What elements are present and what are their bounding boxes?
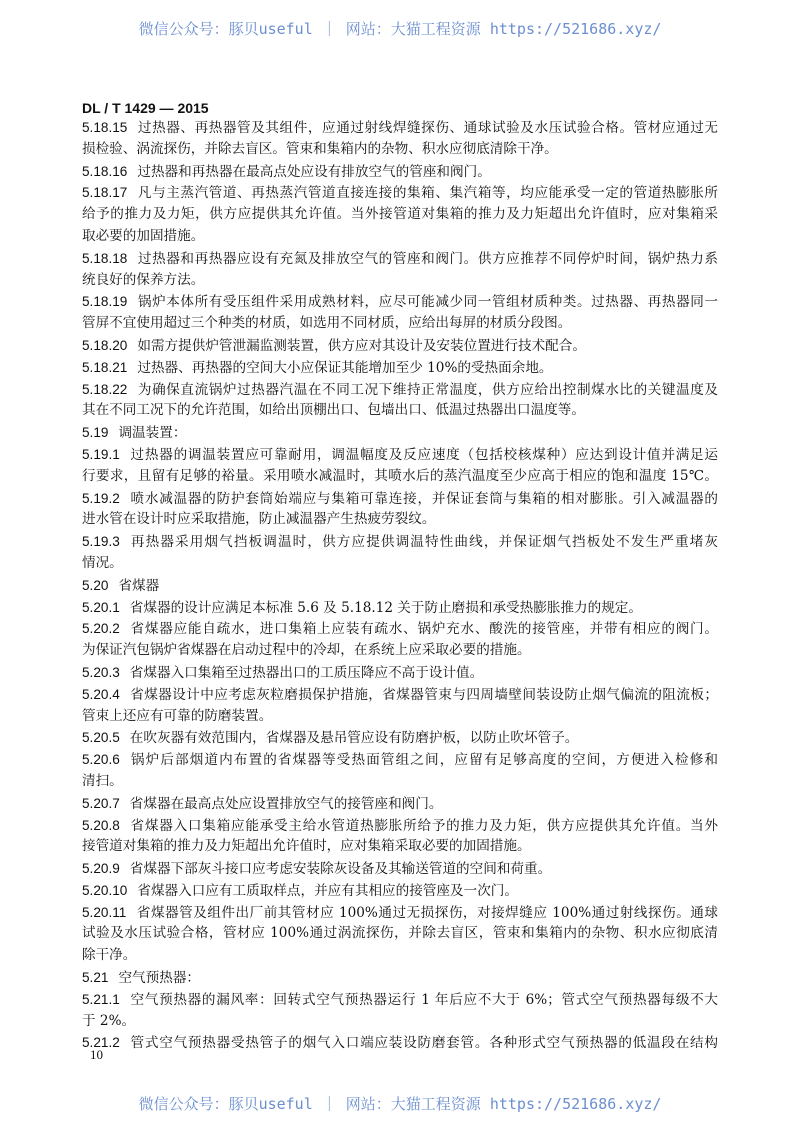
clause-number: 5.20.5	[82, 730, 120, 746]
clause-text: 于 2%。	[82, 1012, 136, 1029]
clause-continuation-line	[82, 1011, 718, 1033]
watermark-bottom: 微信公众号：豚贝useful ｜ 网站：大猫工程资源 https://521686.xyz/	[138, 1095, 662, 1113]
clause-line	[82, 662, 718, 684]
clause-text: 省煤器入口集箱至过热器出口的工质压降应不高于设计值。	[129, 664, 484, 681]
clause-line	[82, 749, 718, 771]
clause-continuation-line	[82, 553, 718, 575]
clause-continuation-line	[82, 270, 718, 292]
clause-text: 进水管在设计时应采取措施，防止减温器产生热疲劳裂纹。	[82, 511, 436, 528]
clause-text: 取必要的加固措施。	[82, 227, 205, 244]
watermark-top: 微信公众号：豚贝useful ｜ 网站：大猫工程资源 https://521686.xyz/	[138, 20, 662, 38]
clause-number: 5.20.7	[82, 795, 120, 811]
clause-text: 损检验、涡流探伤，并除去盲区。管束和集箱内的杂物、积水应彻底清除干净。	[82, 140, 558, 157]
clause-text: 统良好的保养方法。	[82, 271, 205, 288]
clause-number: 5.18.15	[82, 120, 128, 135]
clause-text: 其在不同工况下的允许范围，如给出顶棚出口、包墙出口、低温过热器出口温度等。	[82, 402, 585, 419]
clause-number: 5.20.3	[82, 664, 120, 680]
clause-text: 省煤器下部灰斗接口应考虑安装除灰设备及其输送管道的空间和荷重。	[129, 861, 552, 878]
clause-line	[82, 291, 718, 313]
clause-text: 省煤器入口集箱应能承受主给水管道热膨胀所给予的推力及力矩，供方应提供其允许值。当外	[129, 817, 718, 834]
document-body	[82, 117, 718, 1054]
clause-text: 清扫。	[82, 772, 123, 789]
clause-line	[82, 422, 718, 444]
clause-text: 省煤器	[118, 577, 160, 594]
clause-number: 5.20.4	[82, 686, 120, 702]
clause-text: 接管道对集箱的推力及力矩超出允许值时，应对集箱采取必要的加固措施。	[82, 838, 531, 855]
clause-text: 省煤器设计中应考虑灰粒磨损保护措施，省煤器管束与四周墙壁间装设防止烟气偏流的阻流板；	[129, 686, 718, 703]
clause-continuation-line	[82, 706, 718, 728]
clause-number: 5.20.8	[82, 817, 120, 833]
clause-line	[82, 858, 718, 880]
clause-number: 5.18.20	[82, 337, 128, 353]
clause-text: 锅炉后部烟道内布置的省煤器等受热面管组之间，应留有足够高度的空间，方便进入检修和	[129, 752, 718, 769]
clause-number: 5.20.9	[82, 861, 120, 877]
clause-text: 凡与主蒸汽管道、再热蒸汽管道直接连接的集箱、集汽箱等，均应能承受一定的管道热膨胀所	[137, 185, 718, 202]
clause-line	[82, 815, 718, 837]
clause-text: 空气预热器的漏风率：回转式空气预热器运行 1 年后应不大于 6%；管式空气预热器每级不大	[129, 991, 718, 1008]
clause-text: 省煤器在最高点处应设置排放空气的接管座和阀门。	[129, 795, 443, 812]
clause-number: 5.20.1	[82, 599, 120, 615]
clause-continuation-line	[82, 400, 718, 422]
clause-text: 过热器和再热器应设有充氮及排放空气的管座和阀门。供方应推荐不同停炉时间，锅炉热力系	[137, 250, 718, 267]
clause-continuation-line	[82, 139, 718, 161]
clause-text: 调温装置：	[118, 425, 187, 442]
clause-text: 为确保直流锅炉过热器汽温在不同工况下维持正常温度，供方应给出控制煤水比的关键温度及	[137, 381, 718, 398]
clause-text: 管束上还应有可靠的防磨装置。	[82, 707, 273, 724]
clause-continuation-line	[82, 923, 718, 945]
clause-line	[82, 793, 718, 815]
clause-text: 行要求，且留有足够的裕量。采用喷水减温时，其喷水后的蒸汽温度至少应高于相应的饱和温度 15℃。	[82, 467, 718, 484]
clause-number: 5.20.11	[82, 904, 127, 920]
clause-line	[82, 182, 718, 204]
clause-continuation-line	[82, 836, 718, 858]
clause-number: 5.21	[82, 970, 109, 986]
clause-continuation-line	[82, 204, 718, 226]
clause-text: 过热器和再热器在最高点处应设有排放空气的管座和阀门。	[137, 163, 491, 180]
clause-number: 5.20.6	[82, 752, 120, 768]
clause-line	[82, 379, 718, 401]
clause-text: 空气预热器：	[118, 970, 201, 987]
clause-continuation-line	[82, 226, 718, 248]
clause-text: 喷水减温器的防护套筒始端应与集箱可靠连接，并保证套筒与集箱的相对膨胀。引入减温器的	[129, 490, 718, 507]
clause-number: 5.18.22	[82, 381, 128, 397]
clause-line	[82, 618, 718, 640]
clause-line	[82, 444, 718, 466]
clause-text: 锅炉本体所有受压组件采用成熟材料，应尽可能减少同一管组材质种类。过热器、再热器同一	[137, 294, 718, 311]
clause-text: 过热器、再热器管及其组件，应通过射线焊缝探伤、通球试验及水压试验合格。管材应通过无	[137, 120, 718, 136]
clause-number: 5.19.1	[82, 446, 120, 462]
clause-line	[82, 117, 718, 139]
clause-number: 5.20.10	[82, 882, 128, 898]
clause-number: 5.18.19	[82, 294, 128, 310]
clause-number: 5.19.2	[82, 490, 120, 506]
page-number: 10	[90, 1047, 103, 1062]
clause-continuation-line	[82, 945, 718, 967]
clause-line	[82, 967, 718, 989]
clause-line	[82, 161, 718, 183]
clause-continuation-line	[82, 466, 718, 488]
clause-text: 省煤器应能自疏水，进口集箱上应装有疏水、锅炉充水、酸洗的接管座，并带有相应的阀门。	[129, 621, 718, 638]
clause-line	[82, 989, 718, 1011]
clause-number: 5.20.2	[82, 621, 120, 637]
clause-text: 除干净。	[82, 947, 137, 964]
clause-line	[82, 880, 718, 902]
clause-line	[82, 357, 718, 379]
clause-text: 管式空气预热器受热管子的烟气入口端应装设防磨套管。各种形式空气预热器的低温段在结构	[129, 1035, 718, 1052]
clause-line	[82, 727, 718, 749]
clause-text: 如需方提供炉管泄漏监测装置，供方应对其设计及安装位置进行技术配合。	[137, 337, 586, 354]
standard-number-header: DL / T 1429 — 2015	[82, 100, 209, 116]
clause-text: 省煤器入口应有工质取样点，并应有其相应的接管座及一次门。	[137, 882, 518, 899]
clause-continuation-line	[82, 313, 718, 335]
clause-continuation-line	[82, 640, 718, 662]
clause-text: 为保证汽包锅炉省煤器在启动过程中的冷却，在系统上应采取必要的措施。	[82, 642, 531, 659]
clause-text: 情况。	[82, 554, 123, 571]
clause-line	[82, 684, 718, 706]
clause-number: 5.21.1	[82, 991, 120, 1007]
clause-text: 试验及水压试验合格，管材应 100%通过涡流探伤，并除去盲区，管束和集箱内的杂物、积水应彻底清	[82, 925, 718, 942]
clause-line	[82, 335, 718, 357]
clause-number: 5.19	[82, 425, 109, 441]
clause-number: 5.21.2	[82, 1035, 120, 1051]
clause-text: 管屏不宜使用超过三个种类的材质，如选用不同材质，应给出每屏的材质分段图。	[82, 315, 572, 332]
clause-text: 过热器的调温装置应可靠耐用，调温幅度及反应速度（包括校核煤种）应达到设计值并满足运	[129, 446, 718, 463]
clause-number: 5.18.16	[82, 163, 128, 179]
clause-number: 5.18.17	[82, 185, 128, 201]
clause-line	[82, 575, 718, 597]
clause-text: 在吹灰器有效范围内，省煤器及悬吊管应设有防磨护板，以防止吹坏管子。	[129, 730, 579, 747]
clause-text: 省煤器的设计应满足本标准 5.6 及 5.18.12 关于防止磨损和承受热膨胀推力的规定。	[129, 599, 642, 616]
clause-number: 5.20	[82, 577, 109, 593]
clause-number: 5.18.21	[82, 359, 128, 375]
clause-line	[82, 902, 718, 924]
clause-continuation-line	[82, 771, 718, 793]
clause-line	[82, 248, 718, 270]
clause-line	[82, 597, 718, 619]
clause-text: 给予的推力及力矩，供方应提供其允许值。当外接管道对集箱的推力及力矩超出允许值时，应对集箱采	[82, 206, 718, 223]
clause-number: 5.18.18	[82, 250, 128, 266]
clause-line	[82, 1032, 718, 1054]
clause-text: 省煤器管及组件出厂前其管材应 100%通过无损探伤，对接焊缝应 100%通过射线探伤。通球	[136, 904, 718, 921]
clause-line	[82, 531, 718, 553]
clause-text: 再热器采用烟气挡板调温时，供方应提供调温特性曲线，并保证烟气挡板处不发生严重堵灰	[129, 534, 718, 551]
clause-continuation-line	[82, 509, 718, 531]
clause-number: 5.19.3	[82, 534, 120, 550]
clause-text: 过热器、再热器的空间大小应保证其能增加至少 10%的受热面余地。	[137, 359, 553, 376]
clause-line	[82, 488, 718, 510]
